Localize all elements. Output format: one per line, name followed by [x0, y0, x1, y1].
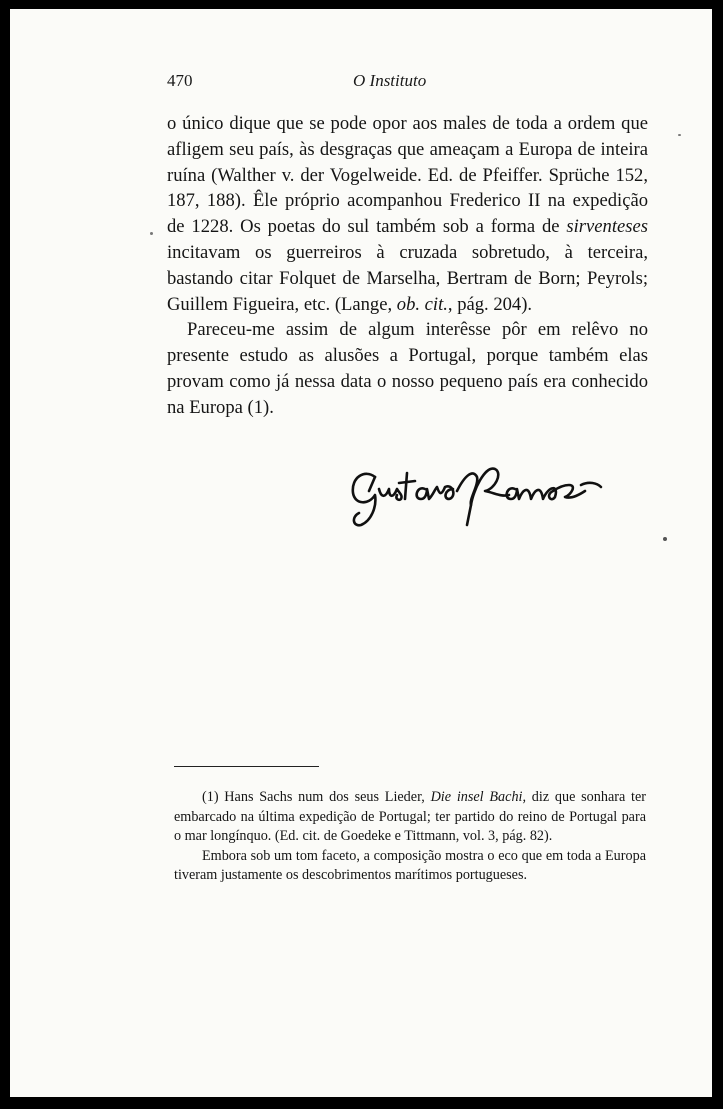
footnote-1-part-2: diz que sonhara ter embarcado na última expedição de Portugal; ter partido do reino de Portugal para o mar longínquo. (Ed. cit. de Goedeke e Tittmann, vol. 3, pág. 82).: [174, 789, 647, 845]
footnote-1-part-1: (1) Hans Sachs num dos seus Lieder,: [202, 789, 431, 805]
footnotes: [174, 788, 646, 886]
footnote-1-italic: Die insel Bachi,: [430, 789, 527, 805]
book-page: [10, 9, 712, 1097]
main-text: [167, 111, 648, 421]
paragraph-1-italic-1: sirventeses: [566, 216, 648, 238]
paragraph-1: [167, 111, 648, 317]
paper-speck: [663, 537, 667, 541]
paper-speck: [678, 134, 681, 136]
page-header: [167, 71, 492, 99]
handwritten-signature: [345, 455, 645, 535]
paper-speck: [150, 232, 153, 235]
paragraph-1-part-3: , pág. 204).: [447, 293, 533, 315]
footnote-1: [174, 788, 646, 847]
paragraph-1-italic-2: ob. cit.: [396, 293, 448, 315]
footnote-2: Embora sob um tom faceto, a composição mostra o eco que em toda a Europa tiveram justamente os descobrimentos marítimos portugueses.: [174, 847, 646, 884]
running-title: O Instituto: [353, 71, 427, 90]
page-number: 470: [167, 71, 193, 90]
footnote-separator: [174, 766, 319, 767]
paragraph-1-part-1: o único dique que se pode opor aos males de toda a ordem que afligem seu país, às desgraças que ameaçam a Europa de inteira ruína (Walther v. der Vogelweide. Ed. de Pfeiffer. Sprüche 152, 187, 188). Êle próprio acompanhou Frederico II na expedição de 1228. Os poetas do sul também sob a forma de: [167, 113, 648, 238]
paragraph-1-part-2: incitavam os guerreiros à cruzada sobretudo, à terceira, bastando citar Folquet de Marselha, Bertram de Born; Peyrols; Guillem Figueira, etc. (Lange,: [167, 241, 648, 315]
paragraph-2: Pareceu-me assim de algum interêsse pôr em relêvo no presente estudo as alusões a Portugal, porque também elas provam como já nessa data o nosso pequeno país era conhecido na Europa (1).: [167, 319, 648, 418]
